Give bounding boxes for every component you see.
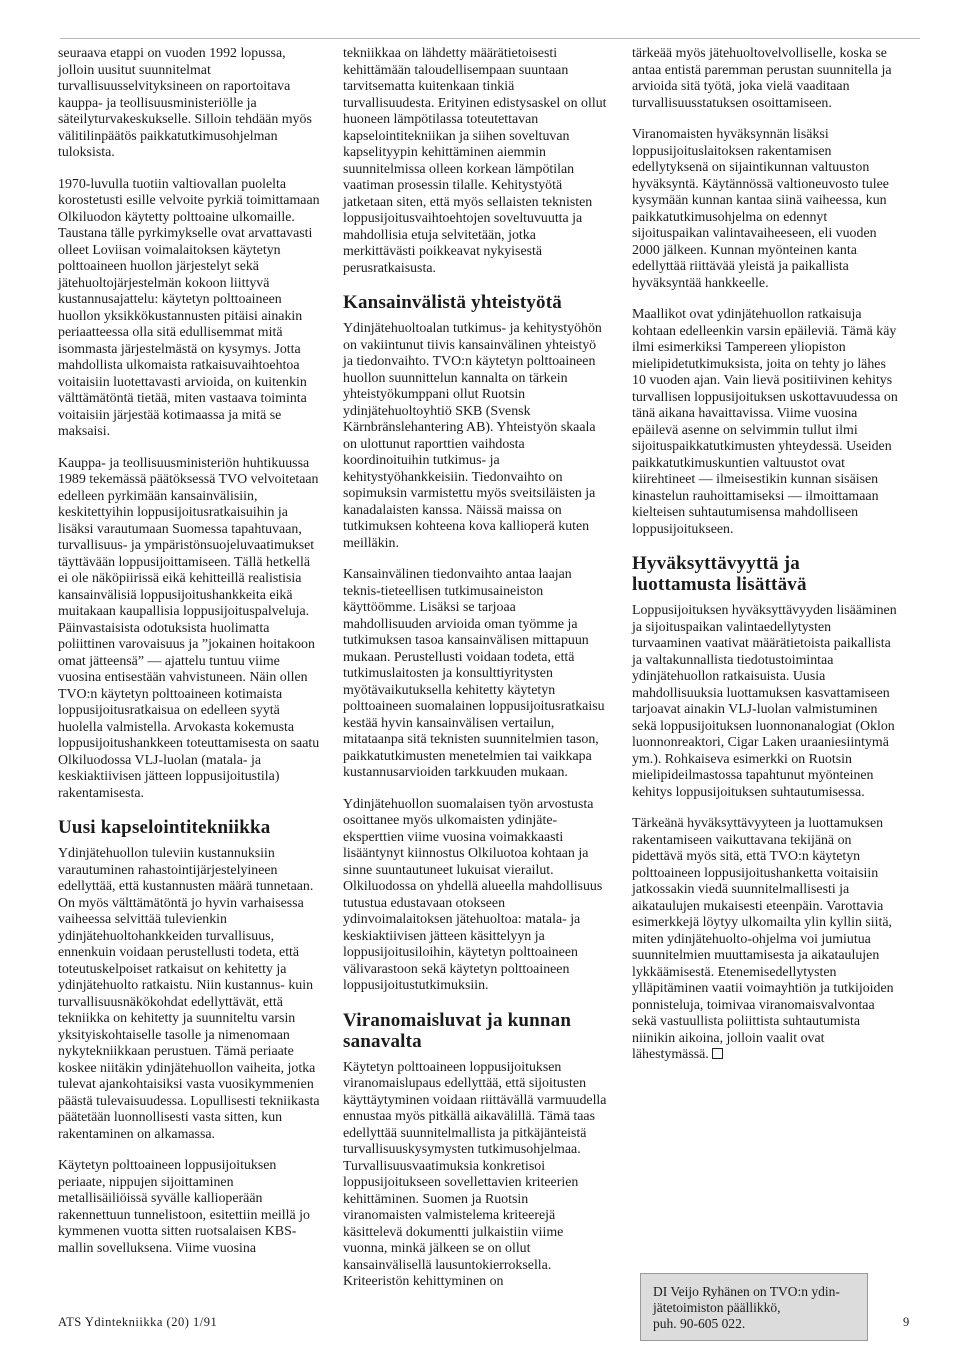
paragraph: Kauppa- ja teollisuusministeriön huhtikuussa 1989 tekemässä päätöksessä TVO velvoitetaan edelleen pyrkimään kansainvälisiin, keskitettyihin loppusijoitusratkaisuihin ja lisäksi varautumaan Suomessa tapahtuvaan, turvallisuus- ja ympäristönsuojeluvaatimukset täyttävään loppusijoittamiseen. Tällä hetkellä ei ole näköpiirissä eikä kehitteillä realistisia kansainvälisiä loppusijoitushankkeita eikä muitakaan kaupallisia loppusijoituspalveluja. Päinvastaisista odotuksista huolimatta poliittinen varovaisuus ja ”jokainen hoitakoon omat jätteensä” — ajattelu tuntuu viime vuosina entisestään vahvistuneen. Näin ollen TVO:n käytetyn polttoaineen kotimaista loppusijoitusratkaisua on edelleen syytä huolella valmistella. Arvokasta kokemusta loppusijoitushankkeen toteuttamisesta on saatu Olkiluodossa VLJ-luolan (matala- ja keskiaktiivisen jätteen loppusijoitustila) rakentamisesta. — [58, 455, 320, 801]
end-mark-icon — [712, 1048, 723, 1059]
paragraph: seuraava etappi on vuoden 1992 lopussa, jolloin uusitut suunnitelmat turvallisuusselvityksineen on raportoitava kauppa- ja teollisuusministeriölle ja säteilyturvakeskukselle. Silloin tehdään myös välitilinpäätös paikkatutkimusohjelman tuloksista. — [58, 46, 312, 160]
paragraph: Käytetyn polttoaineen loppusijoituksen viranomaislupaus edellyttää, että sijoitusten käyttäytyminen voidaan riittävällä varmuudella ennustaa myös pitkällä aikavälillä. Tämä taas edellyttää suunnitelmallista ja pitkäjänteistä turvallisuuskysymysten tutkimusohjelmaa. Turvallisuusvaatimuksia konkretisoi loppusijoitukseen sovellettavien kriteerien kehittäminen. Suomen ja Ruotsin viranomaisten valmistelema kriteerejä käsittelevä dokumentti julkaistiin viime vuonna, minkä jälkeen se on ollut kansainvälisellä lausuntokierroksella. Kriteeristön kehittyminen on — [343, 1059, 607, 1289]
paragraph: Viranomaisten hyväksynnän lisäksi loppusijoituslaitoksen rakentamisen edellytyksenä on sijaintikunnan valtuuston hyväksyntä. Käytännössä valtioneuvosto tulee kysymään kunnan kantaa siinä vaiheessa, kun paikkatutkimusohjelma on edennyt sijoituspaikan valintavaiheeseen, eli vuoden 2000 jälkeen. Kunnan myönteinen kanta edellyttää riittävää yleistä ja paikallista hyväksyntää hankkeelle. — [632, 127, 889, 291]
paragraph: Ydinjätehuoltoalan tutkimus- ja kehitystyöhön on vakiintunut tiivis kansainvälinen yhteistyö ja tiedonvaihto. TVO:n käytetyn polttoaineen huollon suunnittelun kannalta on tärkein yhteistyökumppani ollut Ruotsin ydinjätehuoltoyhtiö SKB (Svensk Kärnbränslehantering AB). Yhteistyön skaala on ulottunut raporttien vaihdosta koordinoituihin tutkimus- ja kehitystyöhankkeisiin. Tiedonvaihto on sopimuksin varmistettu myös sveitsiläisten ja kanadalaisten kanssa. Näissä maissa on tutkimuksen kohteena kova kallioperä kuten meilläkin. — [343, 321, 602, 551]
paragraph-text: Tärkeänä hyväksyttävyyteen ja luottamuksen rakentamiseen vaikuttavana tekijänä on pidettävä myös sitä, että TVO:n käytetyn polttoaineen loppusijoitushanketta voitaisiin jatkossakin viedä suunnitelmallisesti ja aikataulujen mukaisesti eteenpäin. Varottavia esimerkkejä löytyy ulkomailta ylin kyllin siitä, miten ydinjätehuolto-ohjelma voi jumiutua suunnitelmien muuttamisesta ja aikataulujen lykkäämisestä. Etenemisedellytysten ylläpitäminen vaatii voimayhtiön ja tutkijoiden ponnisteluja, toimivaa viranomaisvalvontaa sekä vastuullista poliittista suhtautumista niinikin aikoina, jolloin vaalit ovat lähestymässä. — [632, 816, 894, 1062]
column-2 — [343, 46, 608, 1306]
paragraph: Kansainvälinen tiedonvaihto antaa laajan teknis-tieteellisen tutkimusaineiston käyttöömme. Lisäksi se tarjoaa mahdollisuuden arvioida oman työmme ja tutkimuksen tasoa kansainvälisen mittapuun mukaan. Perustellusti voidaan todeta, että tutkimuslaitosten ja konsulttiyritysten myötävaikutuksella kehitetty käytetyn polttoaineen suomalainen loppusijoitusratkaisu kestää hyvin kansainvälisen vertailun, mitataanpa sitä teknisten suunnitelmien tason, paikkatutkimusten menetelmien tai vaikkapa kustannusarvioiden tarkkuuden mukaan. — [343, 567, 605, 780]
author-info-line: jätetoimiston päällikkö, — [653, 1300, 781, 1315]
paragraph: tekniikkaa on lähdetty määrätietoisesti kehittämään taloudellisempaan suuntaan tarvitsematta kuitenkaan tinkiä turvallisuudesta. Erityinen edistysaskel on ollut huoneen lämpötilassa toteutettavan kapselointitekniikan ja siihen soveltuvan kapselityypin kehittäminen aiemmin suunnitelmissa olleen korkean lämpötilan vaatiman prosessin tilalle. Kehitystyötä jatketaan siten, että myös sellaisten teknisten loppusijoitusvaihtoehtojen soveltuvuutta ja mahdollisia etuja selvitetään, jotka merkittävästi poikkeavat nykyisestä perusratkaisusta. — [343, 46, 607, 276]
top-rule — [60, 38, 920, 39]
section-heading: Uusi kapselointitekniikka — [58, 817, 271, 838]
section-heading: Viranomaisluvat ja kunnan sanavalta — [343, 1009, 572, 1052]
paragraph — [632, 816, 902, 1064]
paragraph: tärkeää myös jätehuoltovelvolliselle, koska se antaa entistä paremman perustan suunnitella ja arvioida sitä työtä, joka vielä vaaditaan turvallisuusstatuksen osoittamiseen. — [632, 46, 892, 111]
author-info-line: puh. 90-605 022. — [653, 1316, 746, 1331]
paragraph: Käytetyn polttoaineen loppusijoituksen periaate, nippujen sijoittaminen metallisäiliöissä syvälle kallioperään rakennettuun tunnelistoon, esitettiin meillä jo kymmenen vuotta sitten ruotsalaisen KBS-mallin sovelluksena. Viime vuosina — [58, 1158, 310, 1256]
paragraph: Maallikot ovat ydinjätehuollon ratkaisuja kohtaan edelleenkin varsin epäileviä. Tämä käy ilmi esimerkiksi Tampereen yliopiston mielipidetutkimuksista, joita on tehty jo lähes 10 vuoden ajan. Vain lievä positiivinen kehitys turvallisen loppusijoituksen uskottavuudessa on tänä aikana havaittavissa. Viime vuosina epäilevä asenne on selvimmin tullut ilmi sijoituspaikkatutkimusten yhteydessä. Useiden paikkatutkimuskuntien valtuustot ovat kiirehtineet — ilmeisestikin kunnan sisäisen kinastelun rauhoittamiseksi — ilmoittamaan kielteisen suhtautumisensa mahdolliseen loppusijoitukseen. — [632, 307, 898, 537]
section-heading: Hyväksyttävyyttä ja luottamusta lisättävä — [632, 553, 807, 595]
journal-footer: ATS Ydintekniikka (20) 1/91 — [58, 1315, 218, 1329]
author-info-line: DI Veijo Ryhänen on TVO:n ydin- — [653, 1284, 840, 1299]
paragraph: Loppusijoituksen hyväksyttävyyden lisääminen ja sijoituspaikan valintaedellytysten turvaaminen vaativat määrätietoista paikallista ja valtakunnallista tiedotustoimintaa ydinjätehuollon ratkaisuista. Uusia mahdollisuuksia luottamuksen kasvattamiseen tarjoavat ainakin VLJ-luolan valmistuminen sekä loppusijoituksen luonnonanalogiat (Oklon luonnonreaktori, Cigar Laken uraaniesiintymä ym.). Rohkaiseva esimerkki on Ruotsin mielipideilmastossa tapahtunut myönteinen kehitys loppusijoituksen suhtautumisessa. — [632, 603, 897, 800]
column-3 — [632, 46, 902, 1079]
paragraph: 1970-luvulla tuotiin valtiovallan puolelta korostetusti esille velvoite pyrkiä toimittamaan Olkiluodon käytetty polttoaine ulkomaille. Taustana tälle pyrkimykselle ovat arvattavasti olleet Loviisan voimalaitoksen käytetyn polttoaineen huollon järjestelyt sekä jätehuoltojärjestelmän kokoon liittyvä kustannusajattelu: käytetyn polttoaineen huollon yksikkökustannusten pitäisi ainakin periaatteessa olla sitä edullisemmat mitä isommasta järjestelmästä on kysymys. Jotta mahdollista ulkomaista ratkaisuvaihtoehtoa voitaisiin luotettavasti arvioida, on kuitenkin välttämätöntä tietää, miten vastaava toiminta voitaisiin järjestää kotimaassa ja mitä se maksaisi. — [58, 176, 320, 439]
paragraph: Ydinjätehuollon suomalaisen työn arvostusta osoittanee myös ulkomaisten ydinjäte-eksperttien viime vuosina voimakkaasti lisääntynyt kiinnostus Olkiluotoa kohtaan ja sinne suuntautuneet lukuisat vierailut. Olkiluodossa on yhdellä alueella mahdollisuus tutustua edustavaan otokseen ydinvoimalaitoksen jätehuoltoa: matala- ja keskiaktiivisen jätteen käsittelyyn ja loppusijoitusiloihin, käytetyn polttoaineen välivarastoon sekä käytetyn polttoaineen loppusijoitustutkimuksiin. — [343, 796, 603, 993]
page-number: 9 — [903, 1315, 910, 1329]
author-info-box — [640, 1273, 868, 1341]
column-1 — [58, 46, 320, 1272]
paragraph: Ydinjätehuollon tuleviin kustannuksiin varautuminen rahastointijärjestelyineen edellyttää, että kustannusten määrä tunnetaan. On myös välttämätöntä jo hyvin varhaisessa vaiheessa selvittää tulevienkin ydinjätehuoltohankkeiden turvallisuus, ennenkuin voidaan perustellusti todeta, että toteutuskelpoiset ratkaisut on kehitetty ja ydinjätehuolto ratkaistu. Niin kustannus- kuin turvallisuusnäkökohdat edellyttävät, että tekniikka on kehitetty ja suunniteltu varsin yksityiskohtaiselle tasolle ja nimenomaan nykytekniikkaan perustuen. Tämä periaate koskee niitäkin ydinjätehuollon vaiheita, jotka tulevat ajankohtaisiksi vasta vuosikymmenien päästä tulevaisuudessa. Lopullisesti tekniikasta päätetään luonnollisesti vasta sitten, kun rakentaminen on alkamassa. — [58, 846, 320, 1142]
section-heading: Kansainvälistä yhteistyötä — [343, 292, 562, 313]
